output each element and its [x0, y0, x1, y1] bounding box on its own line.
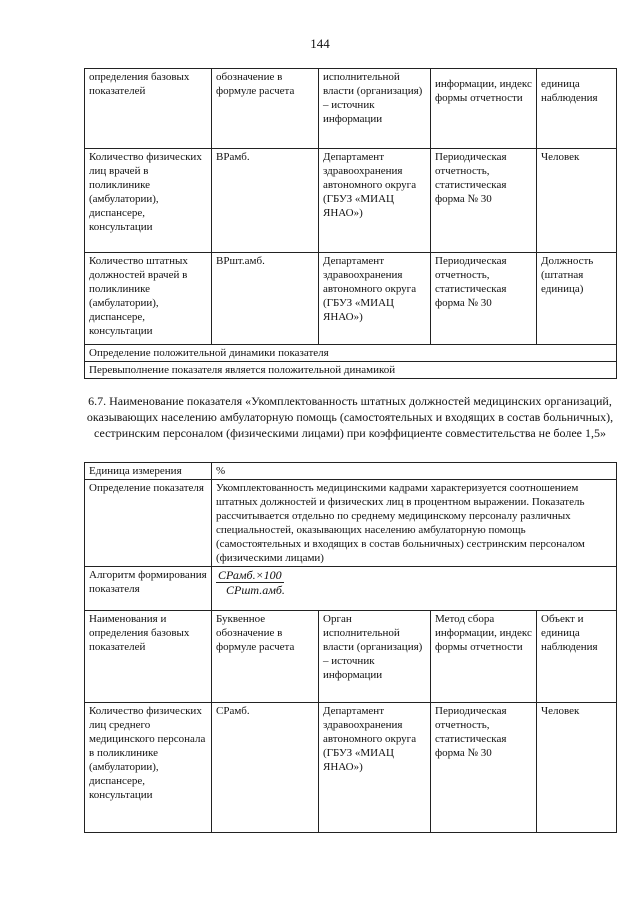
section-heading: 6.7. Наименование показателя «Укомплектованность штатных должностей медицинских организаций, оказывающих населению амбулаторную помощь (самостоятельных и входящих в состав больничных), сестринским персоналом (физическими лицами) при коэффициенте совместительства не более 1,5» [86, 394, 614, 440]
table-row [85, 567, 617, 611]
table-cell: Определение положительной динамики показателя [85, 345, 617, 362]
formula-numerator: СРамб.×100 [218, 568, 282, 582]
table-header-row [85, 611, 617, 703]
row-label: Алгоритм формирования показателя [85, 567, 212, 611]
table-cell: Периодическая отчетность, статистическая форма № 30 [431, 703, 537, 833]
header-cell: определения базовых показателей [85, 69, 212, 149]
table-cell: Перевыполнение показателя является положительной динамикой [85, 362, 617, 379]
header-cell: Объект и единица наблюдения [537, 611, 617, 703]
table-cell: Количество физических лиц среднего медицинского персонала в поликлинике (амбулатории), диспансере, консультации [85, 703, 212, 833]
header-cell: информации, индекс формы отчетности [431, 69, 537, 149]
formula-denominator: СРшт.амб. [226, 583, 285, 597]
table-row [85, 253, 617, 345]
table-header-row [85, 69, 617, 149]
header-cell: Метод сбора информации, индекс формы отчетности [431, 611, 537, 703]
table-row [85, 345, 617, 362]
table-cell: Человек [537, 703, 617, 833]
table-row [85, 480, 617, 567]
table-cell: Департамент здравоохранения автономного округа (ГБУЗ «МИАЦ ЯНАО») [319, 253, 431, 345]
table-row [85, 149, 617, 253]
header-cell: исполнительной власти (организация) – источник информации [319, 69, 431, 149]
table-cell: Должность (штатная единица) [537, 253, 617, 345]
table-cell: Человек [537, 149, 617, 253]
formula [216, 568, 612, 597]
table-cell: Периодическая отчетность, статистическая форма № 30 [431, 253, 537, 345]
header-cell: единица наблюдения [537, 69, 617, 149]
unit-value: % [212, 463, 617, 480]
table-cell: ВРамб. [212, 149, 319, 253]
table-row [85, 463, 617, 480]
row-label: Единица измерения [85, 463, 212, 480]
table-cell: Департамент здравоохранения автономного округа (ГБУЗ «МИАЦ ЯНАО») [319, 149, 431, 253]
page-number: 144 [310, 36, 330, 51]
indicator-table-continued [84, 68, 617, 379]
formula-cell [212, 567, 617, 611]
definition-text: Укомплектованность медицинскими кадрами характеризуется соотношением штатных должностей и физических лиц в процентном выражении. Показатель рассчитывается отдельно по среднему медицинскому персоналу различных специальностей, оказывающих населению амбулаторную помощь (самостоятельных и входящих в состав больничных) сестринским персоналом (физическими лицами) [212, 480, 617, 567]
table-cell: Периодическая отчетность, статистическая форма № 30 [431, 149, 537, 253]
table-row [85, 362, 617, 379]
header-cell: Орган исполнительной власти (организация) – источник информации [319, 611, 431, 703]
table-cell: Количество физических лиц врачей в поликлинике (амбулатории), диспансере, консультации [85, 149, 212, 253]
header-cell: Буквенное обозначение в формуле расчета [212, 611, 319, 703]
header-cell: Наименования и определения базовых показателей [85, 611, 212, 703]
indicator-passport-table [84, 462, 617, 833]
table-cell: Количество штатных должностей врачей в поликлинике (амбулатории), диспансере, консультации [85, 253, 212, 345]
table-row [85, 703, 617, 833]
table-cell: Департамент здравоохранения автономного округа (ГБУЗ «МИАЦ ЯНАО») [319, 703, 431, 833]
row-label: Определение показателя [85, 480, 212, 567]
table-cell: ВРшт.амб. [212, 253, 319, 345]
header-cell: обозначение в формуле расчета [212, 69, 319, 149]
table-cell: СРамб. [212, 703, 319, 833]
